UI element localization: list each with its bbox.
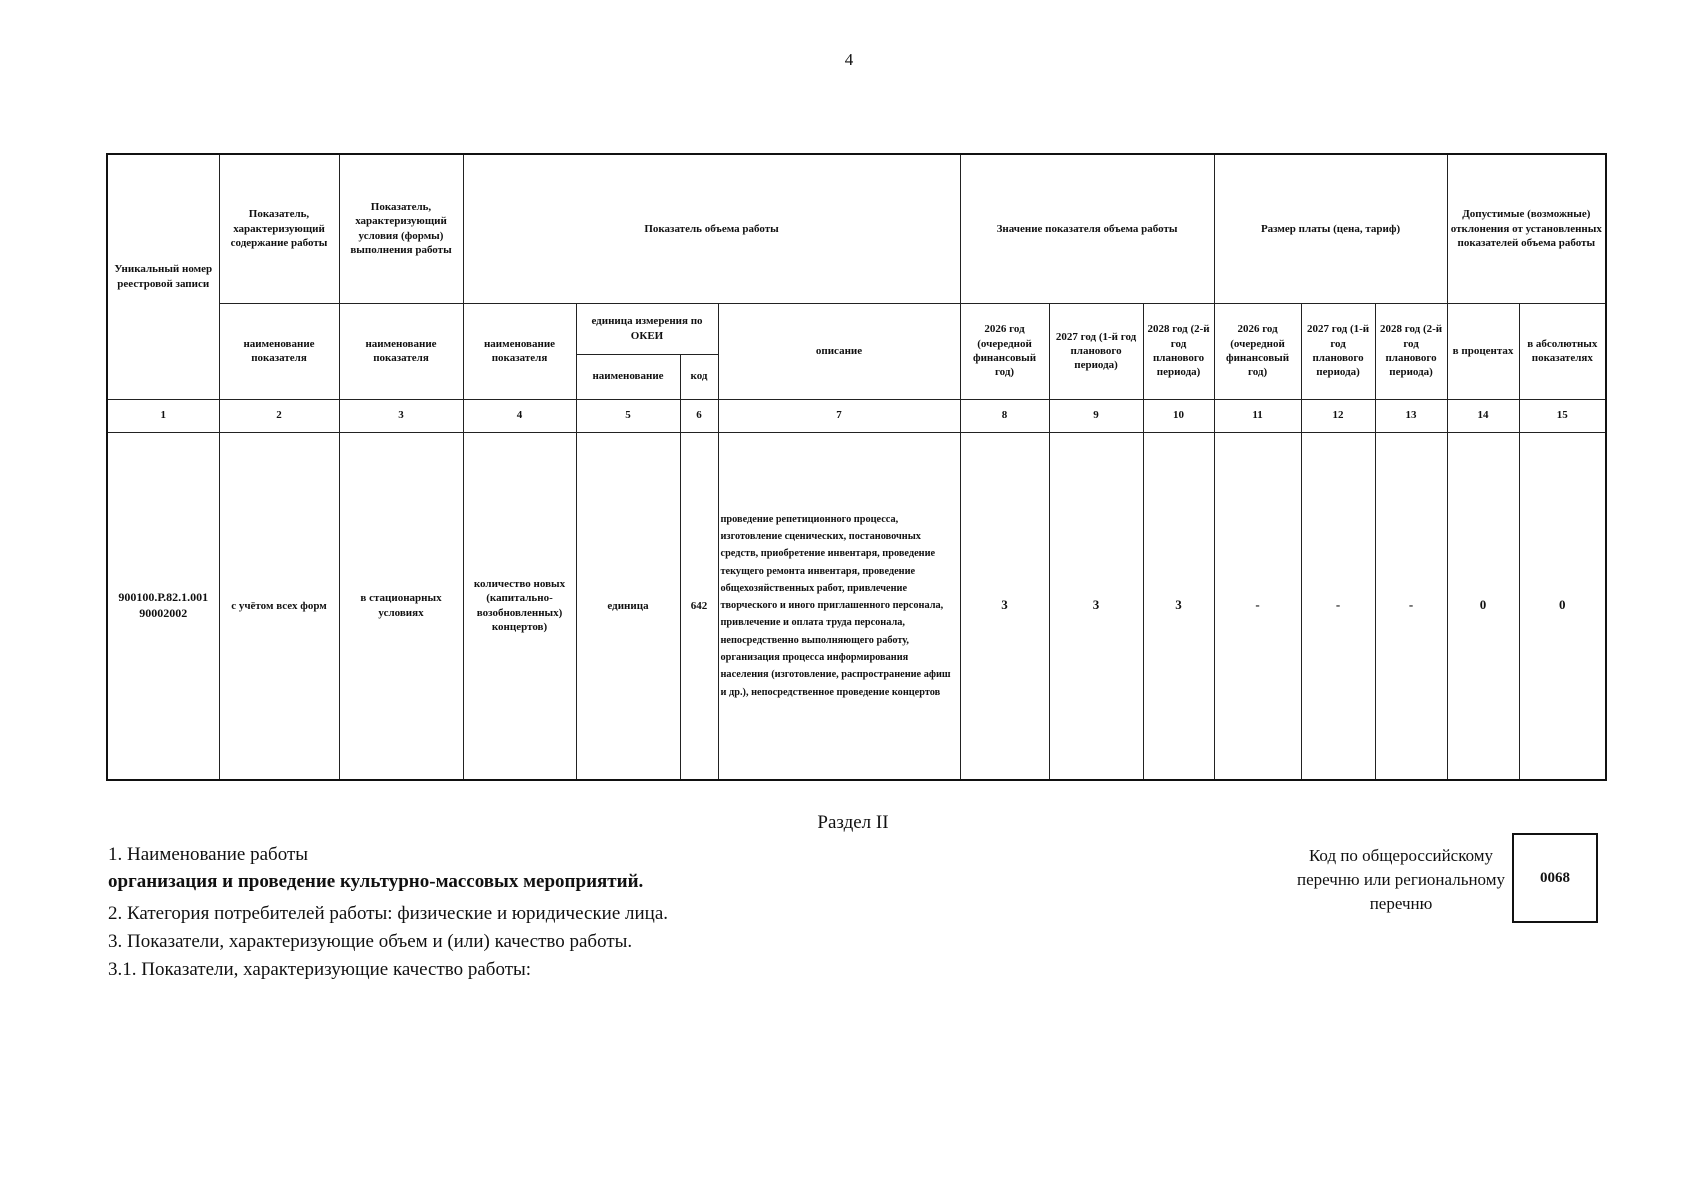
work-name-label: 1. Наименование работы (108, 844, 309, 865)
column-number: 13 (1375, 399, 1447, 432)
column-number: 9 (1049, 399, 1143, 432)
work-name-value: организация и проведение культурно-массовых мероприятий. (108, 871, 644, 892)
description-cell: проведение репетиционного процесса, изготовление сценических, постановочных средств, приобретение инвентаря, проведение текущего ремонта инвентаря, проведение общехозяйственных работ, привлечение творческого и иного приглашенного персонала, привлечение и оплата труда персонала, непосредственно выполняющего работу, организация процесса информирования населения (изготовление, распространение афиш и др.), непосредственное проведение концертов (718, 432, 960, 780)
subheader-content-name: наименование показателя (219, 303, 339, 399)
subheader-conditions-name: наименование показателя (339, 303, 463, 399)
column-number: 12 (1301, 399, 1375, 432)
column-number: 14 (1447, 399, 1519, 432)
subheader-2027-fee: 2027 год (1-й год планового периода) (1301, 303, 1375, 399)
work-volume-table (106, 153, 1607, 781)
indicator-name-cell: количество новых (капитально-возобновленных) концертов) (463, 432, 576, 780)
value-2028-cell: 3 (1143, 432, 1214, 780)
subheader-indicator-name: наименование показателя (463, 303, 576, 399)
registry-number-cell: 900100.Р.82.1.001 90002002 (107, 432, 219, 780)
header-volume-indicator: Показатель объема работы (463, 154, 960, 303)
subheader-absolute: в абсолютных показателях (1519, 303, 1606, 399)
subheader-okei-unit: единица измерения по ОКЕИ (576, 303, 718, 354)
subheader-2027-volume: 2027 год (1-й год планового периода) (1049, 303, 1143, 399)
fee-2026-cell: - (1214, 432, 1301, 780)
code-value: 0068 (1540, 869, 1570, 886)
section-title: Раздел II (817, 812, 889, 833)
deviation-absolute-cell: 0 (1519, 432, 1606, 780)
column-number: 4 (463, 399, 576, 432)
code-label: Код по общероссийскому перечню или региональному перечню (1297, 846, 1505, 913)
conditions-cell: в стационарных условиях (339, 432, 463, 780)
value-2026-cell: 3 (960, 432, 1049, 780)
unit-name-cell: единица (576, 432, 680, 780)
column-number: 15 (1519, 399, 1606, 432)
content-cell: с учётом всех форм (219, 432, 339, 780)
subheader-okei-code: код (680, 354, 718, 399)
quality-indicators-heading: 3.1. Показатели, характеризующие качество работы: (108, 959, 532, 980)
column-number: 8 (960, 399, 1049, 432)
header-fee: Размер платы (цена, тариф) (1214, 154, 1447, 303)
header-deviations: Допустимые (возможные) отклонения от установленных показателей объема работы (1447, 154, 1606, 303)
subheader-okei-name: наименование (576, 354, 680, 399)
header-volume-values: Значение показателя объема работы (960, 154, 1214, 303)
column-number: 11 (1214, 399, 1301, 432)
subheader-2026-volume: 2026 год (очередной финансовый год) (960, 303, 1049, 399)
column-number: 3 (339, 399, 463, 432)
column-number: 7 (718, 399, 960, 432)
subheader-2026-fee: 2026 год (очередной финансовый год) (1214, 303, 1301, 399)
column-number: 6 (680, 399, 718, 432)
consumer-category: 2. Категория потребителей работы: физические и юридические лица. (108, 903, 669, 924)
subheader-percent: в процентах (1447, 303, 1519, 399)
column-number: 10 (1143, 399, 1214, 432)
code-box (1512, 833, 1598, 923)
header-registry-number: Уникальный номер реестровой записи (107, 154, 219, 399)
subheader-description: описание (718, 303, 960, 399)
fee-2027-cell: - (1301, 432, 1375, 780)
header-conditions-indicator: Показатель, характеризующий условия (формы) выполнения работы (339, 154, 463, 303)
value-2027-cell: 3 (1049, 432, 1143, 780)
indicators-heading: 3. Показатели, характеризующие объем и (или) качество работы. (108, 931, 633, 952)
subheader-2028-fee: 2028 год (2-й год планового периода) (1375, 303, 1447, 399)
unit-code-cell: 642 (680, 432, 718, 780)
column-number: 1 (107, 399, 219, 432)
header-content-indicator: Показатель, характеризующий содержание работы (219, 154, 339, 303)
column-number: 5 (576, 399, 680, 432)
column-number: 2 (219, 399, 339, 432)
subheader-2028-volume: 2028 год (2-й год планового периода) (1143, 303, 1214, 399)
deviation-percent-cell: 0 (1447, 432, 1519, 780)
page-number: 4 (844, 50, 854, 69)
fee-2028-cell: - (1375, 432, 1447, 780)
